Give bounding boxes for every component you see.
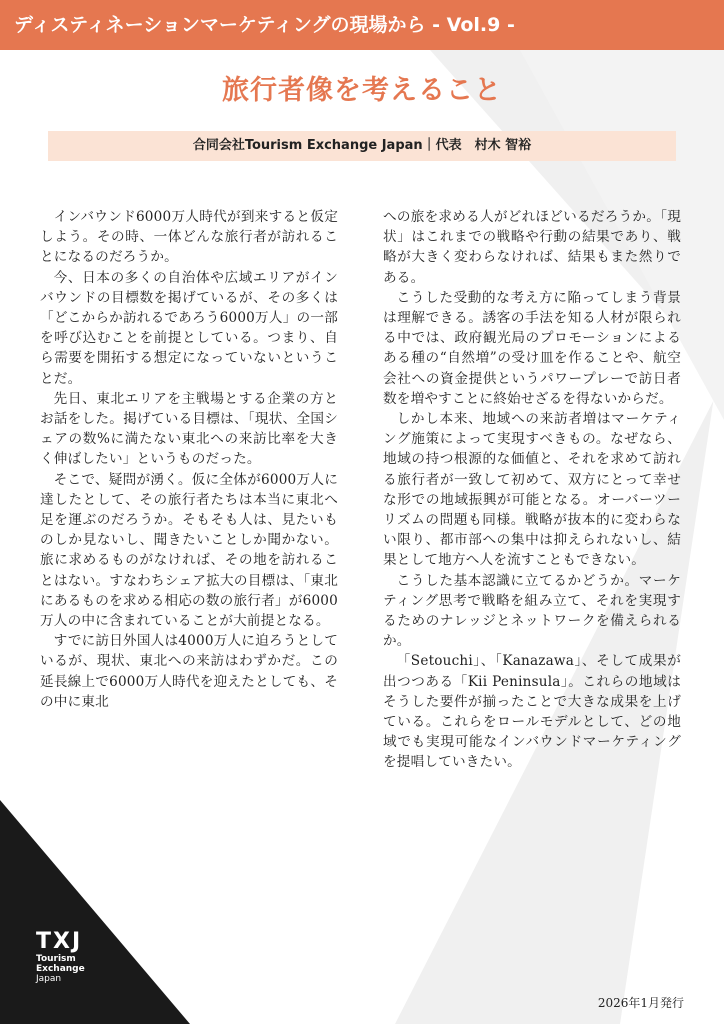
left-column <box>40 207 338 712</box>
dark-corner-triangle <box>0 800 190 1024</box>
issue-date: 2026年1月発行 <box>597 996 684 1010</box>
author-byline: 合同会社Tourism Exchange Japan｜代表 村木 智裕 <box>48 131 676 161</box>
logo-mark: TXJ <box>36 929 83 954</box>
paragraph: 今、日本の多くの自治体や広域エリアがインバウンドの目標数を掲げているが、その多くは「どこからか訪れるであろう6000万人」の一部を呼び込むことを前提としている。つまり、自ら需要を開拓する想定になっていないということだ。 <box>40 269 338 387</box>
paragraph: そこで、疑問が湧く。仮に全体が6000万人に達したとして、その旅行者たちは本当に東北へ足を運ぶのだろうか。そもそも人は、見たいものしか見ないし、聞きたいことしか聞かない。旅に求めるものがなければ、その地を訪れることはない。すなわちシェア拡大の目標は、「東北にあるものを求める相応の数の旅行者」が6000万人の中に含まれていることが大前提となる。 <box>40 471 338 630</box>
paragraph: への旅を求める人がどれほどいるだろうか。「現状」はこれまでの戦略や行動の結果であり、戦略が大きく変わらなければ、結果もまた然りである。 <box>383 209 681 286</box>
paragraph: 「Setouchi」、「Kanazawa」、そして成果が出つつある「Kii Peninsula」。これらの地域はそうした要件が揃ったことで大きな成果を上げている。これらをロールモデルとして、どの地域でも実現可能なインバウンドマーケティングを提唱していきたい。 <box>383 653 681 771</box>
paragraph: こうした受動的な考え方に陥ってしまう背景は理解できる。誘客の手法を知る人材が限られる中では、政府観光局のプロモーションによるある種の“自然増”の受け皿を作ることや、航空会社への資金提供というパワープレーで訪日者数を増やすことに終始せざるを得ないからだ。 <box>383 289 681 407</box>
paragraph: こうした基本認識に立てるかどうか。マーケティング思考で戦略を組み立て、それを実現するためのナレッジとネットワークを備えられるか。 <box>383 572 681 650</box>
paragraph: インバウンド6000万人時代が到来すると仮定しよう。その時、一体どんな旅行者が訪れることになるのだろうか。 <box>40 209 338 266</box>
logo-text-tourism: Tourism <box>36 954 76 964</box>
paragraph: すでに訪日外国人は4000万人に迫ろうとしているが、現状、東北への来訪はわずかだ。この延長線上で6000万人時代を迎えたとしても、その中に東北 <box>40 633 338 710</box>
logo-text-japan: Japan <box>36 974 62 984</box>
logo-text-exchange: Exchange <box>36 964 85 974</box>
txj-logo <box>36 930 85 984</box>
paragraph: しかし本来、地域への来訪者増はマーケティング施策によって実現すべきもの。なぜなら、地域の持つ根源的な価値と、それを求めて訪れる旅行者が一致して初めて、双方にとって幸せな形での地域振興が可能となる。オーバーツーリズムの問題も同様。戦略が抜本的に変わらない限り、都市部への集中は抑えられないし、結果として地方へ人を流すこともできない。 <box>383 411 681 569</box>
right-column <box>383 207 681 773</box>
paragraph: 先日、東北エリアを主戦場とする企業の方とお話をした。掲げている目標は、「現状、全国シェアの数%に満たない東北への来訪比率を大きく伸ばしたい」というものだった。 <box>40 390 338 468</box>
series-header: ディスティネーションマーケティングの現場から - Vol.9 - <box>0 0 724 50</box>
article-title: 旅行者像を考えること <box>222 75 502 106</box>
